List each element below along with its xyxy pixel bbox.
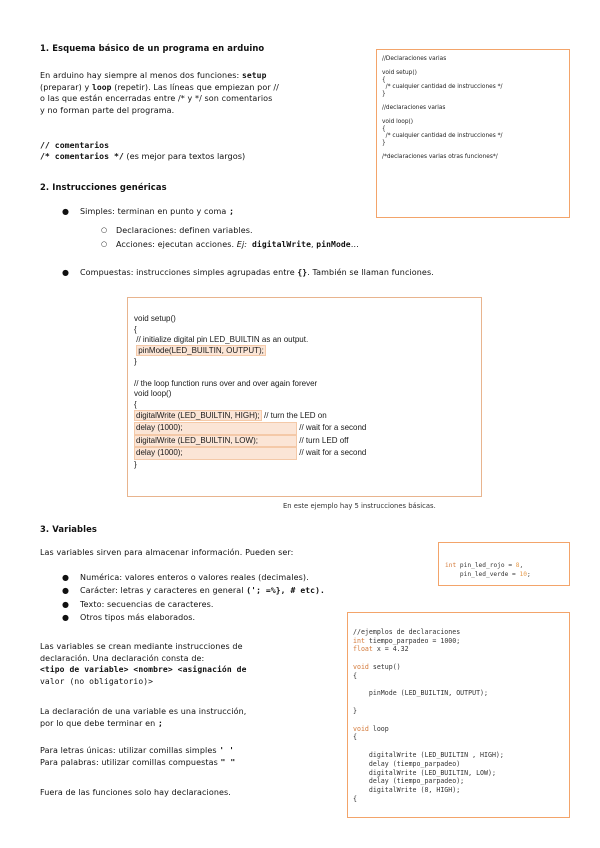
section-1-title: 1. Esquema básico de un programa en arduino	[40, 43, 265, 53]
bullet-dot: ●	[62, 268, 69, 277]
variables-intro: Las variables sirven para almacenar información. Pueden ser:	[40, 548, 294, 557]
section-2-title: 2. Instrucciones genéricas	[40, 182, 167, 192]
bullet-texto: Texto: secuencias de caracteres.	[80, 600, 214, 609]
outside-functions-note: Fuera de las funciones solo hay declaraciones.	[40, 788, 231, 797]
pin-declaration-box	[438, 542, 570, 586]
structure-code-line: //declaraciones varias	[382, 105, 446, 111]
bullet-dot: ●	[62, 586, 69, 595]
sub-bullet-circle: ○	[101, 226, 108, 234]
structure-code-box	[376, 49, 570, 218]
structure-code-line	[382, 147, 569, 154]
declarations-example-code: //ejemplos de declaraciones int tiempo_parpadeo = 1000; float x = 4.32 void setup() { pinMode (LED_BUILTIN, OUTPUT); } void loop { digitalWrite (LED_BUILTIN , HIGH); delay (tiempo_parpadeo) digitalWrite (LED_BUILTIN, LOW); delay (tiempo_parpadeo); digitalWrite (8, HIGH); {	[353, 627, 504, 803]
sub-bullet-acciones: Acciones: ejecutan acciones. Ej: digitalWrite, pinMode…	[116, 240, 359, 249]
pin-declaration-code: int pin_led_rojo = 8, pin_led_verde = 10;	[445, 562, 531, 578]
structure-code-line: /* cualquier cantidad de instrucciones */	[382, 133, 503, 139]
bullet-dot: ●	[62, 600, 69, 609]
comment-examples: // comentarios /* comentarios */ (es mejor para textos largos)	[40, 140, 246, 161]
declarations-example-box	[347, 612, 570, 818]
structure-code-line: void setup()	[382, 70, 417, 76]
example-code-box	[127, 297, 482, 497]
structure-code-line	[382, 112, 569, 119]
example-code: void setup() { // initialize digital pin LED_BUILTIN as an output. pinMode(LED_BUILTIN, OUTPUT); } // the loop function runs over and over again forever void loop() { digitalWrite (LED_BUILTIN, HIGH); // turn the LED on delay (1000); // wait for a second digitalWrite (LED_BUILTIN, LOW); // turn LED off delay (1000); // wait for a second }	[134, 313, 367, 470]
structure-code-line: }	[382, 91, 386, 97]
bullet-otros: Otros tipos más elaborados.	[80, 613, 196, 622]
structure-code-lines	[377, 50, 569, 161]
structure-code-line: /*declaraciones varias otras funciones*/	[382, 154, 498, 160]
structure-code-line	[382, 98, 569, 105]
section-1-paragraph: En arduino hay siempre al menos dos funciones: setup (preparar) y loop (repetir). Las líneas que empiezan por // o las que están encerradas entre /* y */ son comentarios y no forman parte del programa.	[40, 71, 279, 115]
sub-bullet-declaraciones: Declaraciones: definen variables.	[116, 226, 253, 235]
bullet-dot: ●	[62, 573, 69, 582]
bullet-compuestas: Compuestas: instrucciones simples agrupadas entre {}. También se llaman funciones.	[80, 268, 434, 277]
structure-code-line: void loop()	[382, 119, 414, 125]
structure-code-line	[382, 63, 569, 70]
structure-code-line: /* cualquier cantidad de instrucciones */	[382, 84, 503, 90]
bullet-simples: Simples: terminan en punto y coma ;	[80, 207, 234, 216]
sub-bullet-circle: ○	[101, 240, 108, 248]
declaration-paragraph: Las variables se crean mediante instrucciones de declaración. Una declaración consta de: <tipo de variable> <nombre> <asignación de valor (no obligatorio)>	[40, 642, 247, 686]
structure-code-line: }	[382, 140, 386, 146]
bullet-numerica: Numérica: valores enteros o valores reales (decimales).	[80, 573, 309, 582]
bullet-dot: ●	[62, 207, 69, 216]
structure-code-line: {	[382, 77, 386, 83]
quotes-paragraph: Para letras únicas: utilizar comillas simples ' ' Para palabras: utilizar comillas compuestas " "	[40, 746, 236, 767]
structure-code-line: //Declaraciones varias	[382, 56, 447, 62]
bullet-caracter: Carácter: letras y caracteres en general ('; =%}, # etc).	[80, 586, 325, 595]
instruction-paragraph: La declaración de una variable es una instrucción, por lo que debe terminar en ;	[40, 707, 247, 728]
structure-code-line: {	[382, 126, 386, 132]
section-3-title: 3. Variables	[40, 524, 97, 534]
example-caption: En este ejemplo hay 5 instrucciones básicas.	[283, 502, 436, 510]
bullet-dot: ●	[62, 613, 69, 622]
